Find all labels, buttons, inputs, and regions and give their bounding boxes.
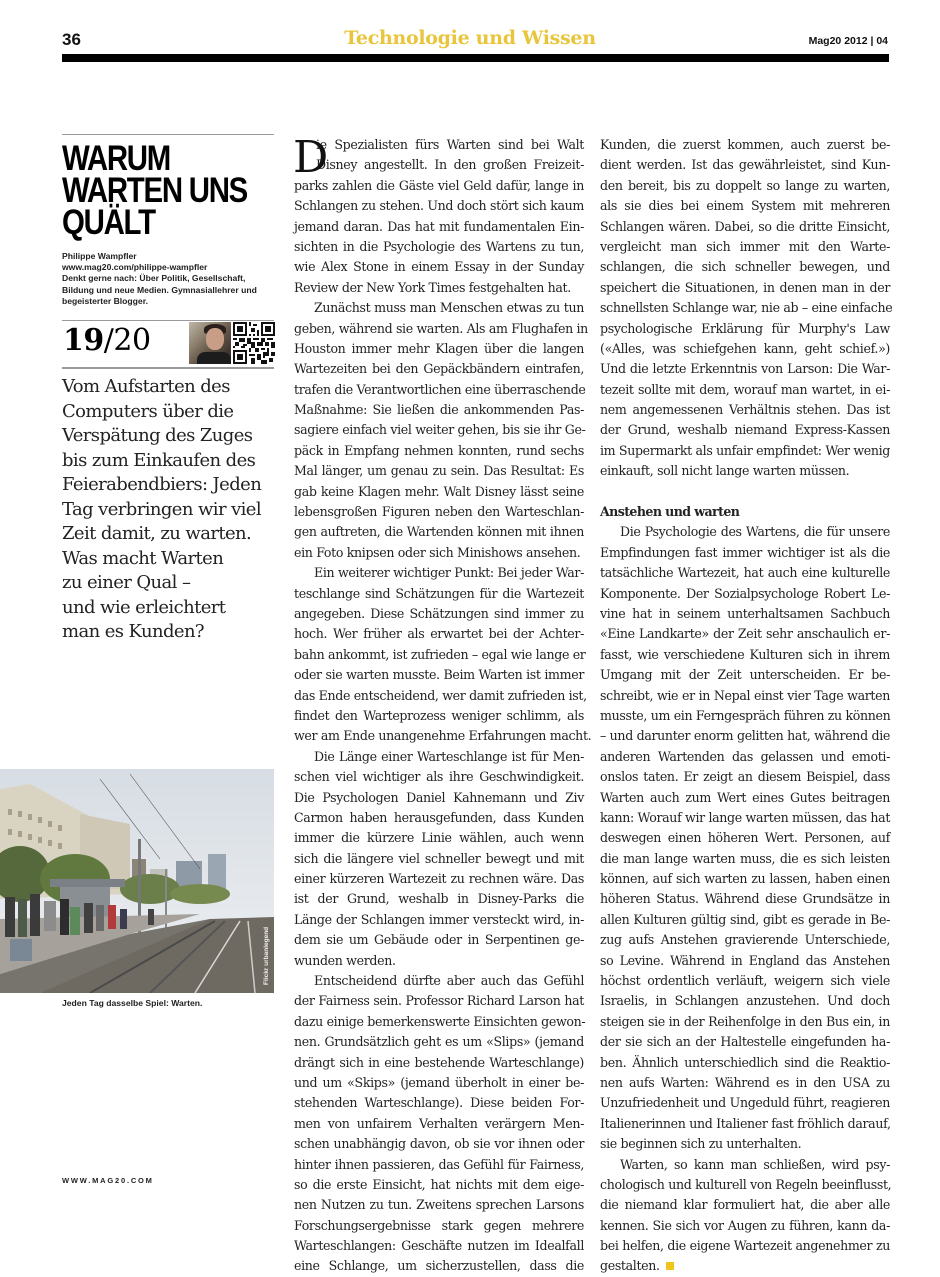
subheading: Anstehen und warten <box>600 504 740 520</box>
body-text-line: wer am Ende unangenehme Erfahrungen macht. <box>294 728 592 744</box>
deck-line: bis zum Einkaufen des <box>62 449 256 471</box>
body-text-line: Die Länge einer Warteschlange ist für Men- <box>314 748 584 764</box>
body-text-line: sich die längere viel schneller bewegt und mit <box>294 850 584 866</box>
deck-line: und wie erleichtert <box>62 596 226 618</box>
divider <box>62 134 274 135</box>
body-text-line: Und die letzte Erkenntnis von Larson: Die War- <box>600 361 890 377</box>
page-number: 36 <box>62 30 81 49</box>
body-text-line: der sie sich an der Haltestelle eingefunden ha- <box>600 1034 890 1050</box>
body-text-line: bei helfen, die eigene Wartezeit angenehmer zu <box>600 1238 890 1254</box>
body-text-line: Carmon haben herausgefunden, dass Kunden <box>294 809 584 825</box>
body-text-line: teschlange sind Schätzungen für die Wartezeit <box>294 585 584 601</box>
paragraph-gap <box>600 482 890 502</box>
photo-credit: Flickr urbanlegend <box>263 926 270 985</box>
body-text-line: schreibt, wie er in Nepal einst vier Tage warten <box>600 687 890 703</box>
body-text-line <box>600 1256 890 1276</box>
body-text-line: drängt sich in eine bestehende Warteschlange) <box>294 1054 584 1070</box>
body-text-line: Schlangen zu stehen. Und doch stört sich kaum <box>294 198 584 214</box>
body-text-line: schen unabhängig davon, ob sie vor ihnen oder <box>294 1136 584 1152</box>
body-text-line: Komponente. Der Sozialpsychologe Robert Le- <box>600 585 890 601</box>
deck-line: Verspätung des Zuges <box>62 425 253 446</box>
body-text: gestalten. <box>600 1258 660 1274</box>
body-text-line: Empfindungen fast immer wichtiger ist als die <box>600 544 890 560</box>
photo-caption: Jeden Tag dasselbe Spiel: Warten. <box>62 998 203 1008</box>
body-text-line: fasst, wie verschiedene Kulturen sich in ihrem <box>600 646 890 662</box>
body-text-line: onslos taten. Er zeigt an diesem Beispiel, dass <box>600 769 890 785</box>
body-text-line: «Eine Landkarte» der Zeit sehr anschaulich er- <box>600 626 890 642</box>
author-bio-line: Bildung und neue Medien. Gymnasiallehrer und <box>62 284 257 295</box>
body-text-line: zug aufs Anstehen gravierende Unterschiede, <box>600 932 890 948</box>
body-text-line: nen aufs Warten: Während es in den USA zu <box>600 1074 890 1090</box>
author-block <box>62 251 277 307</box>
body-text-line: nen Nutzen zu tun. Zweitens sprechen Larsons <box>294 1197 584 1213</box>
body-text-line: sagiere einfach viel weiter gehen, bis sie ihr Ge- <box>294 422 586 438</box>
body-text-line: dient werden. Ist das gewährleistet, sind Kun- <box>600 157 890 173</box>
body-text-line: Die Psychologen Daniel Kahnemann und Ziv <box>294 789 584 805</box>
body-text-line: einer kürzeren Wartezeit zu rechnen wäre. Das <box>294 871 584 887</box>
body-text-line: chologisch und kulturell von Regeln beeinflusst, <box>600 1176 892 1192</box>
body-text-line: Kunden, die zuerst kommen, auch zuerst be- <box>600 137 890 152</box>
body-text-line: kann: Worauf wir lange warten müssen, das hat <box>600 809 891 825</box>
body-text-line: höheren Status. Während diese Grundsätze in <box>600 891 890 907</box>
divider <box>62 320 274 321</box>
body-text-line: speichert die Situationen, in denen man in der <box>600 279 890 295</box>
author-bio-line: Denkt gerne nach: Über Politik, Gesellschaft, <box>62 273 246 284</box>
deck-line: Computers über die <box>62 400 234 422</box>
body-text-line: Israelis, in Schlangen anzustehen. Und doch <box>600 993 890 1009</box>
deck-line: zu einer Qual – <box>62 572 191 593</box>
body-text-line: Disney angestellt. In den großen Freizeit- <box>316 157 584 173</box>
body-text-line: den bereit, bis zu doppelt so lange zu warten, <box>600 177 890 193</box>
author-count-total: /20 <box>103 323 151 358</box>
section-title: Technologie und Wissen <box>344 27 596 49</box>
author-photo <box>189 322 231 364</box>
body-text-line: findet den Warteprozess weniger schlimm, als <box>294 707 584 723</box>
body-text-line: Schlangen wären. Dabei, so die dritte Einsicht, <box>600 218 890 234</box>
body-text-line: gab keine Klagen mehr. Walt Disney lässt seine <box>294 483 584 499</box>
deck-line: Vom Aufstarten des <box>62 376 230 397</box>
body-text-line: vergleicht man sich immer mit den Warte- <box>600 238 890 254</box>
body-text-line: Warten auch zum Wert eines Gutes beitragen <box>600 789 890 805</box>
body-text-line: bahn ankommt, ist zufrieden – egal wie lange er <box>294 646 586 662</box>
body-column-1 <box>293 132 592 1277</box>
body-text-line: Wartezeiten bei den Gepäckbändern eintrafen, <box>294 361 584 377</box>
body-text-line: Zunächst muss man Menschen etwas zu tun <box>314 300 584 316</box>
author-count-value: 19 <box>63 323 104 358</box>
body-text-line: Warten, so kann man schließen, wird psy- <box>620 1156 890 1172</box>
body-text-line: ben. Ähnlich unterschiedlich sind die Reaktio- <box>600 1054 890 1070</box>
body-text-line: sichten in die Psychologie des Wartens zu tun, <box>294 238 584 254</box>
deck-line: Tag verbringen wir viel <box>62 498 262 520</box>
headline-line: WARUM <box>62 139 171 178</box>
body-text-line: Länge der Schlangen immer versteckt wird, in- <box>294 911 584 927</box>
body-text-line: Forschungsergebnisse stark gegen mehrere <box>294 1217 584 1233</box>
body-text-line: psychologische Erklärung für Murphy's Law <box>600 320 890 336</box>
body-text-line: immer die kürzere Linie wählen, auch wenn <box>294 830 584 846</box>
body-text-line: vine hat in seinem unterhaltsamen Sachbuch <box>600 605 890 621</box>
deck-line: man es Kunden? <box>62 621 204 642</box>
body-text-line: Review der New York Times festgehalten hat. <box>294 279 571 295</box>
body-text-line: tatsächliche Wartezeit, hat auch eine kulturelle <box>600 565 890 581</box>
body-text-line: Warteschlangen: Geschäfte nutzen im Idealfall <box>294 1238 584 1254</box>
body-text-line: ie Spezialisten fürs Warten sind bei Walt <box>316 137 584 152</box>
body-text-line: jemand daran. Das hat mit fundamentalen Ein- <box>294 218 584 234</box>
body-text-line: das Ende entscheidend, wer damit zufrieden ist, <box>294 687 587 703</box>
body-text-line: deswegen einen höheren Wert. Personen, auf <box>600 830 890 846</box>
body-text-line: Maßnahme: Sie ließen die ankommenden Pas- <box>294 402 584 418</box>
body-text-line: ein Foto knipsen oder sich Minishows ansehen. <box>294 544 581 560</box>
body-text-line: ist der Grund, weshalb in Disney-Parks die <box>294 891 584 907</box>
body-text-line: Umgang mit der Zeit unterscheiden. Er be- <box>600 667 890 683</box>
body-text-line: wie Alex Stone in einem Essay in der Sunday <box>294 259 584 275</box>
article-deck <box>62 375 287 645</box>
body-text-line: – und darunter enorm gelitten hat, während die <box>600 728 890 744</box>
body-text-line: musste, um ein Ferngespräch führen zu können <box>600 707 891 723</box>
footer-url[interactable]: WWW.MAG20.COM <box>62 1176 154 1185</box>
body-text-line: parks zahlen die Gäste viel Geld dafür, lange in <box>294 177 584 193</box>
body-text-line: lebensgroßen Figuren neben den Warteschlan- <box>294 504 584 520</box>
body-text-line: schnellsten Schlange war, nie ab – eine einfache <box>600 300 893 316</box>
body-text-line: stehenden Warteschlange). Diese beiden For- <box>294 1095 584 1111</box>
body-text-line: dazu einige bemerkenswerte Einsichten gewon- <box>294 1013 586 1029</box>
body-text-line: nem angemessenen Verhältnis stehen. Das ist <box>600 402 890 418</box>
body-text-line: oder sie warten musste. Beim Warten ist immer <box>294 667 584 683</box>
author-url[interactable]: www.mag20.com/philippe-wampfler <box>62 262 208 273</box>
body-text-line: («Alles, was schiefgehen kann, geht schief.») <box>600 340 890 356</box>
body-text-line: im Supermarkt als unfair empfindet: Wer wenig <box>600 442 891 458</box>
author-bio-line: begeisterter Blogger. <box>62 295 148 306</box>
body-column-2 <box>600 135 893 1277</box>
body-text-line: hoch. Wer früher als erwartet bei der Achter- <box>294 626 584 642</box>
article-photo <box>0 769 274 993</box>
body-text-line: schlangen, die sich schneller bewegen, und <box>600 259 890 275</box>
divider <box>62 367 274 369</box>
end-mark-icon <box>666 1262 674 1270</box>
body-text-line: Die Psychologie des Wartens, die für unsere <box>620 524 890 540</box>
body-text-line: dem sie um Gebäude oder in Serpentinen ge- <box>294 932 584 948</box>
body-text-line: höchst ordentlich verläuft, weigern sich viele <box>600 973 890 989</box>
body-text-line: sie beginnen sich zu unterhalten. <box>600 1136 802 1152</box>
body-text-line: steigen sie in der Reihenfolge in den Bus ein, in <box>600 1013 890 1029</box>
body-text-line: so Levine. Während in England das Anstehen <box>600 952 890 968</box>
author-name: Philippe Wampfler <box>62 251 137 261</box>
body-text-line: der Fairness sein. Professor Richard Larson hat <box>294 993 584 1009</box>
author-count <box>63 323 151 359</box>
body-text-line: Italienerinnen und Italiener fast fröhlich darauf, <box>600 1115 891 1131</box>
body-text-line: angegeben. Diese Schätzungen sind immer zu <box>294 605 584 621</box>
body-text-line: Mal länger, um genau zu sein. Das Resultat: Es <box>294 463 584 479</box>
headline-line: WARTEN UNS <box>62 171 248 210</box>
body-text-line: allen Kulturen gültig sind, gibt es gerade in Be- <box>600 911 890 927</box>
deck-line: Zeit damit, zu warten. <box>62 523 252 544</box>
body-text-line: einkauft, soll nicht lange warten müssen. <box>600 463 850 479</box>
qr-code-icon[interactable] <box>233 322 275 364</box>
body-text-line: geben, während sie warten. Als am Flughafen in <box>294 320 588 336</box>
body-text-line: trafen die Verantwortlichen eine überraschende <box>294 381 586 397</box>
body-text-line: so die erste Einsicht, hat nichts mit dem eige- <box>294 1176 584 1192</box>
body-text-line: kennen. Sie sich vor Augen zu führen, kann da- <box>600 1217 890 1233</box>
header-bar <box>62 54 889 62</box>
body-text-line: Entscheidend dürfte aber auch das Gefühl <box>314 973 584 989</box>
body-text-line: Houston immer mehr Klagen über die langen <box>294 340 584 356</box>
body-text-line: hinter ihnen passieren, das Gefühl für Fairness, <box>294 1156 584 1172</box>
body-text-line: wunden werden. <box>294 952 396 968</box>
deck-line: Feierabendbiers: Jeden <box>62 474 262 495</box>
body-text-line: tezeit sollte mit dem, worauf man wartet, in ei- <box>600 381 890 397</box>
body-text-line: anderen Wartenden das gelassen und emoti- <box>600 748 890 764</box>
body-text-line: päck in Empfang nehmen konnten, rund sechs <box>294 442 584 458</box>
headline <box>62 139 248 242</box>
body-text-line: die man lange warten muss, die es sich leisten <box>600 850 890 866</box>
body-text-line: men von unfairem Verhalten verärgern Men- <box>294 1115 584 1131</box>
body-text-line: der Grund, weshalb niemand Express-Kassen <box>600 422 890 438</box>
body-text-line: eine Schlange, um sicherzustellen, dass die <box>294 1258 584 1274</box>
body-text-line: und um «Skips» (jemand überholt in einer be- <box>294 1074 584 1090</box>
body-text-line: die niemand klar formuliert hat, die aber alle <box>600 1197 890 1213</box>
body-text-line: Ein weiterer wichtiger Punkt: Bei jeder War- <box>314 565 584 581</box>
drop-cap: D <box>293 132 328 183</box>
body-text-line: nen. Grundsätzlich geht es um «Slips» (jemand <box>294 1034 584 1050</box>
body-text-line: schen viel wichtiger als ihre Geschwindigkeit. <box>294 769 584 785</box>
body-text-line: als sie dies bei einem System mit mehreren <box>600 198 890 214</box>
headline-line: QUÄLT <box>62 203 155 242</box>
body-text-line: gen auftreten, die Wartenden können mit ihnen <box>294 524 584 540</box>
issue-label: Mag20 2012 | 04 <box>808 35 888 47</box>
body-text-line: können, auf sich warten zu lassen, haben einen <box>600 871 890 887</box>
body-text-line: Unzufriedenheit und Ungeduld führt, reagieren <box>600 1095 890 1111</box>
deck-line: Was macht Warten <box>62 547 224 569</box>
